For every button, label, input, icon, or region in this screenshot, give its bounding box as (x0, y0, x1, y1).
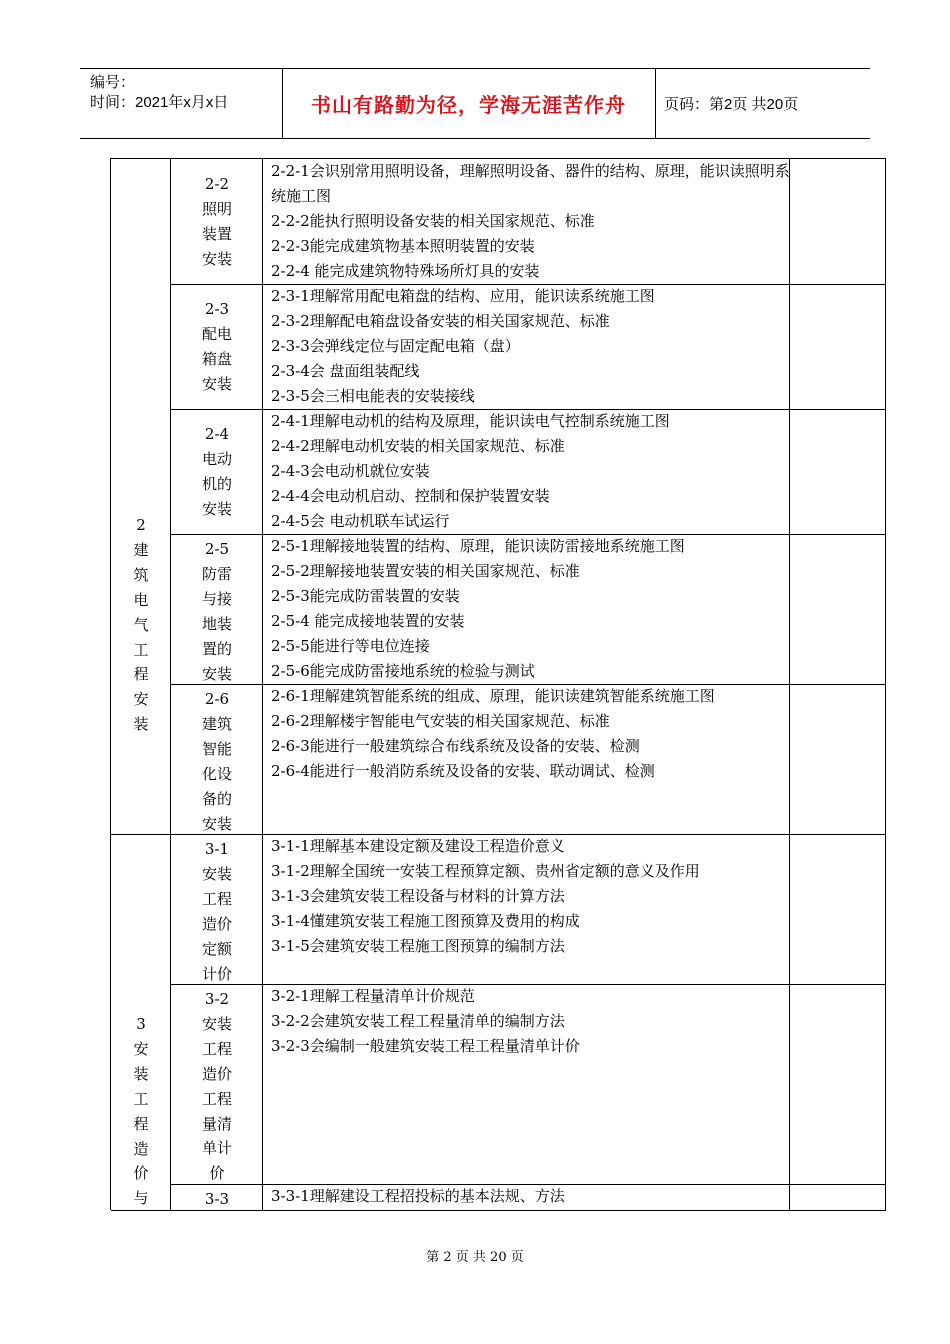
items-cell (271, 984, 795, 1059)
header-divider (655, 69, 656, 138)
list-item: 3-2-1理解工程量清单计价规范 (271, 987, 475, 1005)
list-item: 2-5-2理解接地装置安装的相关国家规范、标准 (271, 561, 580, 580)
items-cell (271, 534, 795, 683)
list-item: 2-6-3能进行一般建筑综合布线系统及设备的安装、检测 (271, 736, 640, 755)
subtopic-cell: 2-4 电动 机的 安装 (201, 425, 232, 518)
items-cell (271, 284, 795, 409)
list-item: 3-1-1理解基本建设定额及建设工程造价意义 (271, 837, 565, 855)
syllabus-table (110, 158, 886, 1210)
subtopic-cell: 3-2 安装 工程 造价 工程 量清 单计 价 (201, 990, 232, 1183)
items-cell (271, 159, 795, 284)
category-cell: 2 建 筑 电 气 工 程 安 装 (133, 516, 149, 734)
list-item: 3-1-4懂建筑安装工程施工图预算及费用的构成 (271, 911, 580, 930)
list-item: 2-4-4会电动机启动、控制和保护装置安装 (271, 486, 550, 505)
list-item: 2-4-5会 电动机联车试运行 (271, 511, 450, 530)
subtopic-cell: 2-2 照明 装置 安装 (201, 175, 232, 268)
list-item: 2-3-3会弹线定位与固定配电箱（盘） (271, 336, 520, 355)
list-item: 2-4-3会电动机就位安装 (271, 461, 430, 480)
list-item: 2-5-5能进行等电位连接 (271, 636, 430, 655)
items-cell (271, 834, 795, 959)
subtopic-cell: 3-3 (204, 1190, 230, 1208)
list-item: 2-4-1理解电动机的结构及原理，能识读电气控制系统施工图 (271, 412, 670, 430)
list-item: 2-5-3能完成防雷装置的安装 (271, 586, 460, 605)
list-item: 3-2-2会建筑安装工程工程量清单的编制方法 (271, 1011, 565, 1030)
list-item: 2-5-6能完成防雷接地系统的检验与测试 (271, 661, 535, 680)
list-item: 2-2-2能执行照明设备安装的相关国家规范、标准 (271, 211, 595, 230)
list-item: 2-3-5会三相电能表的安装接线 (271, 386, 475, 405)
date-label: 时间：2021年x月x日 (90, 94, 229, 111)
list-item: 2-6-1理解建筑智能系统的组成、原理，能识读建筑智能系统施工图 (271, 687, 715, 705)
page-header (80, 68, 870, 139)
page-footer: 第 2 页 共 20 页 (426, 1250, 524, 1265)
list-item: 2-6-4能进行一般消防系统及设备的安装、联动调试、检测 (271, 761, 655, 780)
list-item: 3-1-2理解全国统一安装工程预算定额、贵州省定额的意义及作用 (271, 861, 700, 880)
subtopic-cell: 3-1 安装 工程 造价 定额 计价 (201, 840, 232, 983)
list-item: 3-3-1理解建设工程招投标的基本法规、方法 (271, 1187, 565, 1205)
header-motto: 书山有路勤为径，学海无涯苦作舟 (311, 93, 626, 117)
list-item: 2-6-2理解楼宇智能电气安装的相关国家规范、标准 (271, 711, 610, 730)
items-cell (271, 1184, 795, 1209)
list-item: 2-4-2理解电动机安装的相关国家规范、标准 (271, 436, 565, 455)
list-item: 2-2-3能完成建筑物基本照明装置的安装 (271, 236, 535, 255)
list-item: 3-1-3会建筑安装工程设备与材料的计算方法 (271, 886, 565, 905)
items-cell (271, 409, 795, 534)
category-cell: 3 安 装 工 程 造 价 与 (133, 1015, 149, 1208)
list-item: 3-2-3会编制一般建筑安装工程工程量清单计价 (271, 1036, 580, 1055)
list-item: 2-2-4 能完成建筑物特殊场所灯具的安装 (271, 261, 540, 280)
list-item: 2-5-1理解接地装置的结构、原理，能识读防雷接地系统施工图 (271, 537, 685, 555)
header-page-info: 页码：第2页 共20页 (664, 96, 799, 113)
items-cell (271, 684, 795, 784)
subtopic-cell: 2-5 防雷 与接 地装 置的 安装 (201, 540, 232, 683)
list-item: 2-3-2理解配电箱盘设备安装的相关国家规范、标准 (271, 311, 610, 330)
list-item: 2-3-4会 盘面组装配线 (271, 361, 420, 380)
list-item: 2-3-1理解常用配电箱盘的结构、应用，能识读系统施工图 (271, 287, 655, 305)
subtopic-cell: 2-3 配电 箱盘 安装 (201, 300, 232, 393)
subtopic-cell: 2-6 建筑 智能 化设 备的 安装 (201, 690, 232, 833)
list-item: 2-5-4 能完成接地装置的安装 (271, 611, 465, 630)
list-item: 2-2-1会识别常用照明设备，理解照明设备、器件的结构、原理，能识读照明系统施工图 (271, 162, 790, 205)
list-item: 3-1-5会建筑安装工程施工图预算的编制方法 (271, 936, 565, 955)
header-meta (90, 73, 228, 113)
serial-label: 编号： (90, 74, 136, 91)
